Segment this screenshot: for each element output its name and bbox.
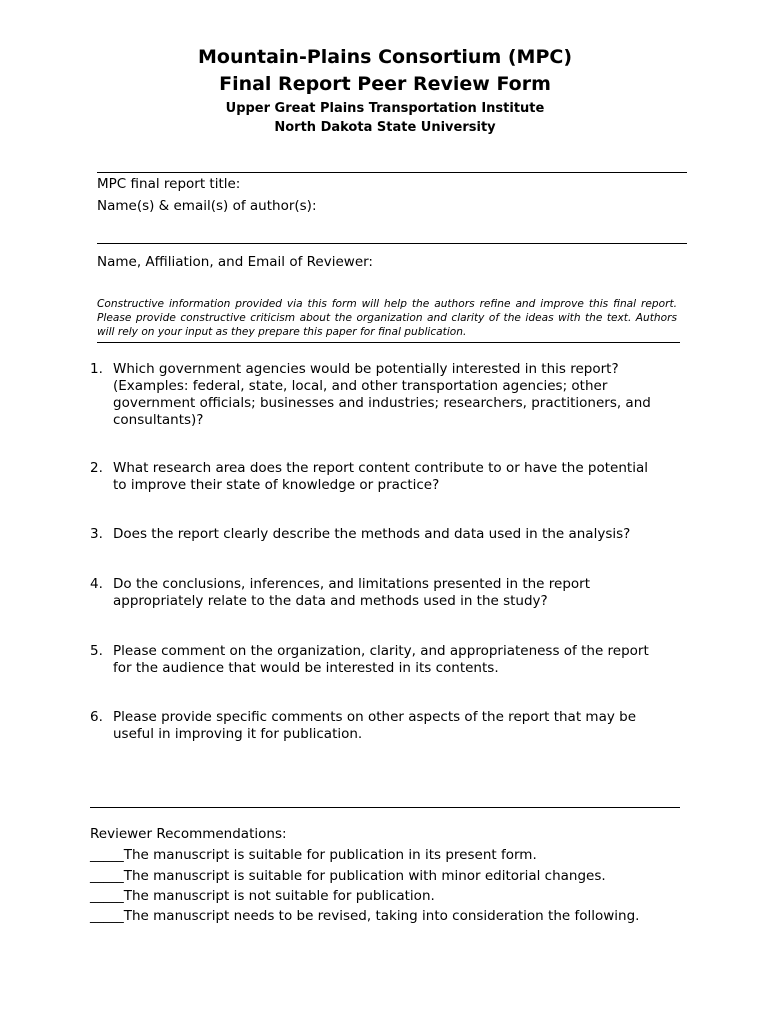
question-number: 2. [90,460,103,476]
question-number: 5. [90,643,103,659]
divider-top [97,172,687,173]
institute-name: Upper Great Plains Transportation Institute [225,101,545,116]
question-text: What research area does the report content contribute to or have the potential to improve their state of knowledge or practice? [113,460,648,493]
divider-recommendations [90,807,680,808]
form-title-line-2: Final Report Peer Review Form [219,73,551,95]
recommendation-option: _____The manuscript is suitable for publication in its present form. [90,847,537,863]
recommendation-option: _____The manuscript needs to be revised, taking into consideration the following. [90,908,640,924]
university-name: North Dakota State University [274,120,496,135]
question-number: 4. [90,576,103,592]
question-item [90,576,690,610]
question-text: Do the conclusions, inferences, and limitations presented in the report appropriately relate to the data and methods used in the study? [113,576,591,609]
form-title-line-1: Mountain-Plains Consortium (MPC) [198,46,572,68]
question-text: Please comment on the organization, clarity, and appropriateness of the report for the audience that would be interested in its contents. [113,643,649,676]
question-item [90,460,690,494]
recommendations-heading: Reviewer Recommendations: [90,826,287,842]
question-item [90,526,690,543]
question-item [90,709,690,743]
divider-instructions [97,342,680,343]
question-number: 1. [90,361,103,377]
recommendation-option: _____The manuscript is not suitable for publication. [90,888,435,904]
question-text: Which government agencies would be potentially interested in this report? (Examples: federal, state, local, and other transportation agencies; other government officials; businesses and industries; researchers, practitioners, and consultants)? [113,361,651,428]
authors-label: Name(s) & email(s) of author(s): [97,198,317,214]
recommendation-option: _____The manuscript is suitable for publication with minor editorial changes. [90,868,606,884]
divider-reviewer [97,243,687,244]
question-number: 6. [90,709,103,725]
question-item [90,361,690,429]
question-number: 3. [90,526,103,542]
question-text: Please provide specific comments on other aspects of the report that may be useful in improving it for publication. [113,709,636,742]
question-item [90,643,690,677]
instructions-text: Constructive information provided via this form will help the authors refine and improve this final report. Please provide constructive criticism about the organization and clarity of the ideas with the text. Authors will rely on your input as they prepare this paper for final publication. [97,298,677,338]
question-text: Does the report clearly describe the methods and data used in the analysis? [113,526,631,542]
reviewer-label: Name, Affiliation, and Email of Reviewer: [97,254,373,270]
report-title-label: MPC final report title: [97,176,241,192]
